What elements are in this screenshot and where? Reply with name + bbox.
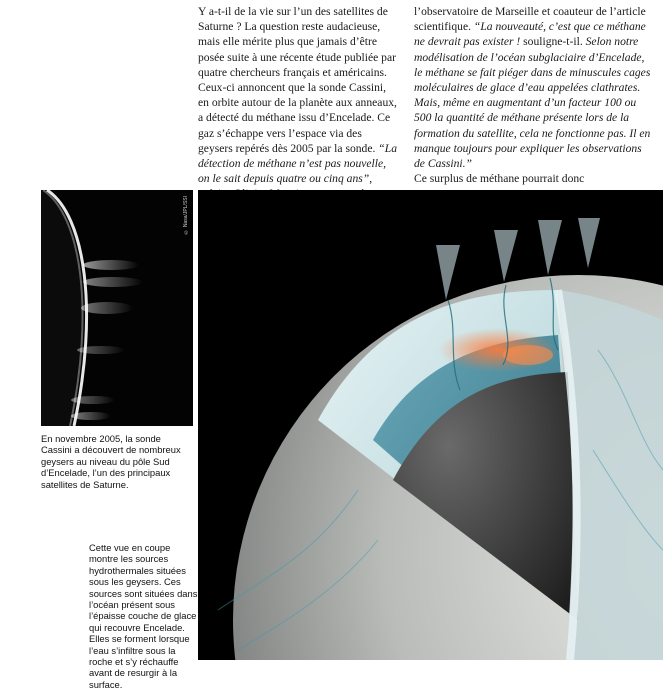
article-text: , — [369, 172, 373, 186]
article-column-1 — [198, 4, 398, 202]
article-quote: “La nouveauté, c’est que ce méthane ne devrait pas exister ! — [414, 20, 646, 49]
article-text: Y a-t-il de la vie sur l’un des satellites de Saturne ? La question reste audacieuse, mais elle mérite plus que jamais d’être posée suite à une récente étude publiée par quatre chercheurs français et américains. Ceux-ci annoncent que la sonde Cassini, en orbite autour de la planète aux anneaux, a détecté du méthane issu d’Encelade. Ce gaz s’échappe vers l’espace via des geysers repérés dès 2005 par la sonde. — [198, 5, 397, 155]
article-text: souligne-t-il. — [520, 35, 586, 49]
photo-credit: © Nasa/JPL/SSI — [183, 196, 189, 235]
article-text: l’observatoire de Marseille et coauteur de l’article scientifique. — [414, 5, 646, 34]
caption-cutaway: Cette vue en coupe montre les sources hydrothermales situées sous les geysers. Ces sources sont situées dans l’océan présent sous l’épaisse couche de glace qui recouvre Encelade. Elles se forment lorsque l’eau s’infiltre sous la roche et s’y réchauffe avant de resurgir à la surface. — [89, 542, 198, 690]
article-text: Ce surplus de méthane pourrait donc — [414, 172, 585, 186]
enceladus-cutaway-illustration — [198, 190, 663, 660]
article-quote: “La détection de méthane n’est pas nouvelle, on le sait depuis quatre ou cinq ans” — [198, 141, 397, 186]
article-column-2 — [414, 4, 654, 186]
article-quote: Selon notre modélisation de l’océan subglaciaire d’Encelade, le méthane se fait piéger dans de minuscules cages moléculaires de glace d’eau appelées clathrates. Mais, même en augmentant d’un facteur 100 ou 500 la quantité de méthane présente lors de la formation du satellite, cela ne fonctionne pas. Il en manque toujours pour expliquer les observations de Cassini.” — [414, 35, 651, 171]
caption-geysers: En novembre 2005, la sonde Cassini a découvert de nombreux geysers au niveau du pôle Sud d’Encelade, l’un des principaux satellites de Saturne. — [41, 433, 181, 490]
geysers-photo — [41, 190, 193, 426]
